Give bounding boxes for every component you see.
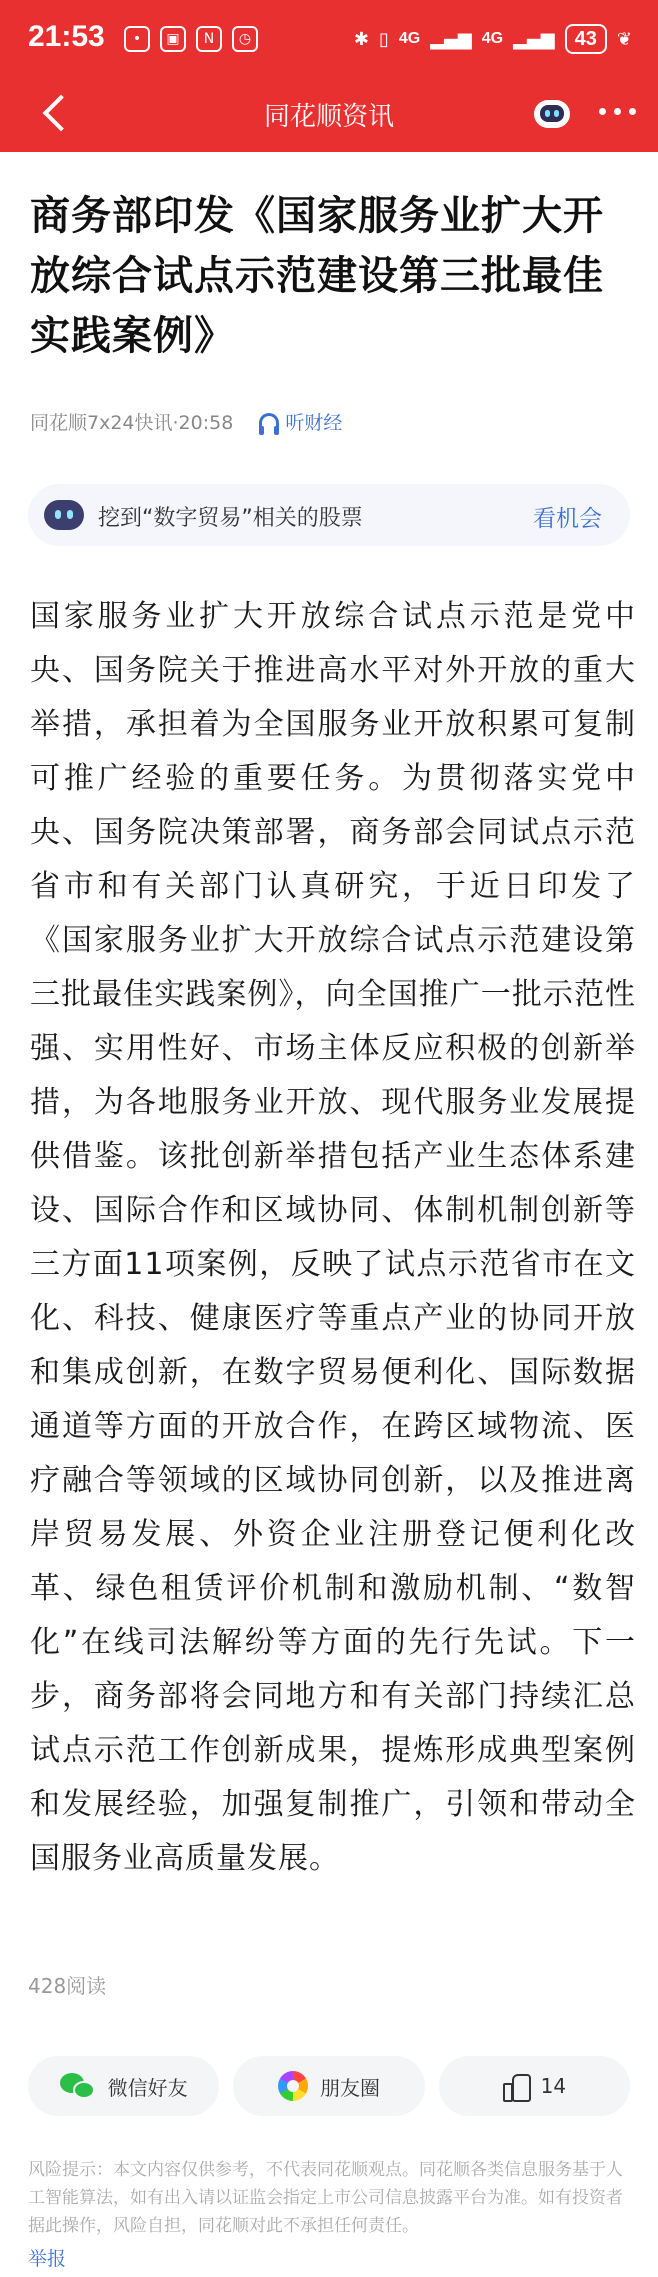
moments-label: 朋友圈 — [319, 2075, 380, 2100]
status-time: 21:53 — [28, 20, 105, 53]
report-link[interactable]: 举报 — [28, 2248, 67, 2270]
notification-icon: • — [124, 26, 150, 52]
vibrate-icon: ▯ — [379, 28, 389, 50]
listen-button[interactable] — [259, 408, 342, 435]
article-title: 商务部印发《国家服务业扩大开放综合试点示范建设第三批最佳实践案例》 — [30, 193, 604, 359]
status-right — [354, 24, 632, 54]
signal-2: 4G — [481, 30, 504, 47]
signal-bars-icon-2: ▂▄▆ — [513, 28, 555, 50]
read-count: 428阅读 — [28, 1974, 107, 1998]
share-wechat-button[interactable] — [28, 2056, 219, 2116]
battery-indicator: 43 — [565, 24, 607, 54]
more-options-icon[interactable] — [599, 108, 636, 115]
app-badge-icon: ▣ — [160, 26, 186, 52]
risk-disclaimer: 风险提示：本文内容仅供参考，不代表同花顺观点。同花顺各类信息服务基于人工智能算法，如有出入请以证监会指定上市公司信息披露平台为准。如有投资者据此操作，风险自担，同花顺对此不承担任何责任。 — [28, 2160, 623, 2236]
share-row — [28, 2056, 630, 2116]
wechat-icon — [60, 2071, 96, 2101]
like-count: 14 — [540, 2074, 567, 2098]
leaf-icon: ❦ — [616, 28, 632, 50]
source-time: 同花顺7x24快讯·20:58 — [30, 412, 234, 434]
thumbs-up-icon — [503, 2073, 529, 2099]
share-moments-button[interactable] — [233, 2056, 424, 2116]
headphone-icon — [259, 413, 279, 431]
robot-icon — [44, 498, 84, 532]
article-body: 国家服务业扩大开放综合试点示范是党中央、国务院关于推进高水平对外开放的重大举措，承担着为全国服务业开放积累可复制可推广经验的重要任务。为贯彻落实党中央、国务院决策部署，商务部会同试点示范省市和有关部门认真研究，于近日印发了《国家服务业扩大开放综合试点示范建设第三批最佳实践案例》，向全国推广一批示范性强、实用性好、市场主体反应积极的创新举措，为各地服务业开放、现代服务业发展提供借鉴。该批创新举措包括产业生态体系建设、国际合作和区域协同、体制机制创新等三方面11项案例，反映了试点示范省市在文化、科技、健康医疗等重点产业的协同开放和集成创新，在数字贸易便利化、国际数据通道等方面的开放合作，在跨区域物流、医疗融合等领域的区域协同创新，以及推进离岸贸易发展、外资企业注册登记便利化改革、绿色租赁评价机制和激励机制、“数智化”在线司法解纷等方面的先行先试。下一步，商务部将会同地方和有关部门持续汇总试点示范工作创新成果，提炼形成典型案例和发展经验，加强复制推广，引领和带动全国服务业高质量发展。 — [30, 599, 636, 1876]
see-opportunity-link[interactable]: 看机会 — [533, 506, 602, 532]
promo-text: 挖到“数字贸易”相关的股票 — [98, 506, 363, 531]
notification-icons — [124, 26, 258, 52]
alarm-icon: ◷ — [232, 26, 258, 52]
listen-label: 听财经 — [285, 412, 343, 434]
like-button[interactable] — [439, 2056, 630, 2116]
article-meta — [30, 408, 342, 435]
nav-bar — [0, 78, 658, 152]
status-bar — [0, 0, 658, 78]
top-bar — [0, 0, 658, 152]
nav-title: 同花顺资讯 — [263, 102, 394, 132]
assistant-robot-icon[interactable] — [530, 92, 574, 136]
signal-bars-icon: ▂▄▆ — [430, 28, 472, 50]
moments-icon — [278, 2071, 308, 2101]
bluetooth-icon: ✱ — [353, 28, 369, 50]
stock-promo-banner[interactable] — [28, 484, 630, 546]
wechat-label: 微信好友 — [107, 2075, 188, 2100]
signal-1: 4G — [398, 30, 421, 47]
nfc-icon: N — [196, 26, 222, 52]
